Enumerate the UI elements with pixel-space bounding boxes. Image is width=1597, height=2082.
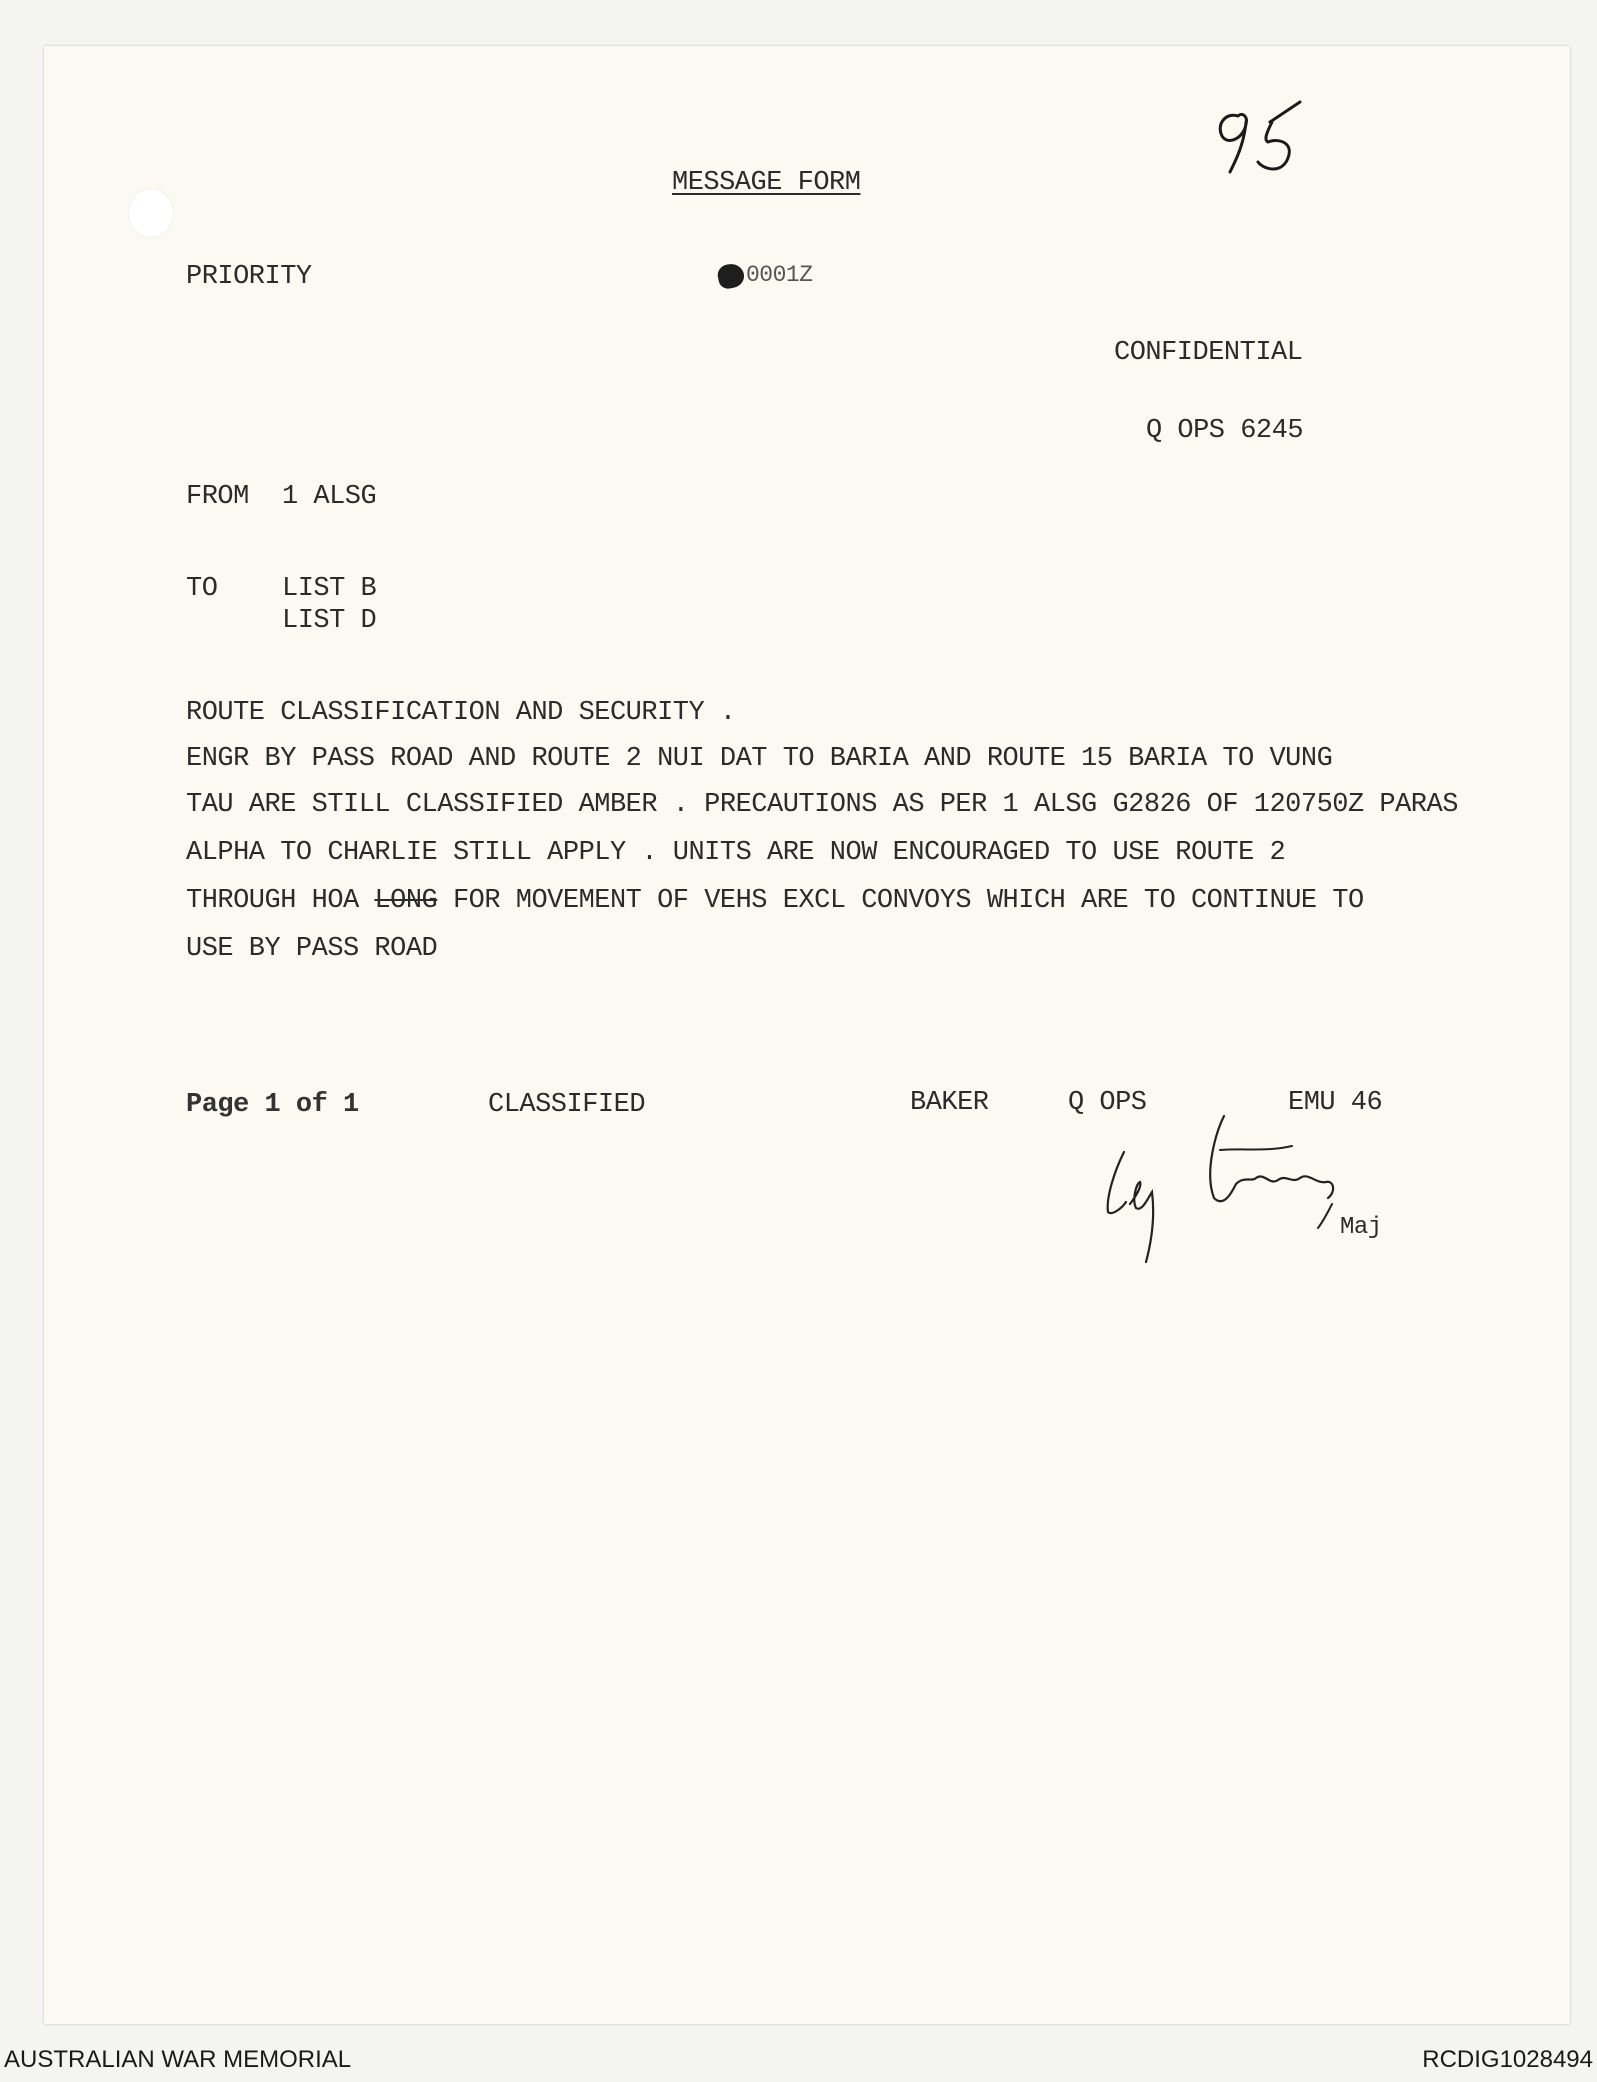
- extension: EMU 46: [1288, 1088, 1383, 1118]
- document-page: [44, 46, 1570, 2024]
- classification-footer: CLASSIFIED: [488, 1090, 646, 1120]
- classification-top: CONFIDENTIAL: [1114, 338, 1303, 368]
- reference-number: Q OPS 6245: [1146, 416, 1304, 446]
- subject-line: ROUTE CLASSIFICATION AND SECURITY .: [186, 698, 736, 728]
- body-line-4-end: FOR MOVEMENT OF VEHS EXCL CONVOYS WHICH ARE TO CONTINUE TO: [437, 886, 1364, 916]
- to-value-1: LIST B: [282, 574, 377, 604]
- precedence: PRIORITY: [186, 262, 312, 292]
- body-line-4-start: THROUGH HOA: [186, 886, 375, 916]
- handwritten-folio-number: [1208, 94, 1318, 184]
- body-line-5: USE BY PASS ROAD: [186, 934, 438, 964]
- body-line-4: [186, 886, 1364, 916]
- punch-hole: [128, 188, 174, 238]
- from-label: FROM: [186, 482, 249, 512]
- from-value: 1 ALSG: [282, 482, 377, 512]
- branch: Q OPS: [1068, 1088, 1147, 1118]
- archive-catalogue-id: RCDIG1028494: [1422, 2046, 1593, 2073]
- body-line-3: ALPHA TO CHARLIE STILL APPLY . UNITS ARE NOW ENCOURAGED TO USE ROUTE 2: [186, 838, 1286, 868]
- struck-word: LONG: [374, 886, 438, 916]
- originator: BAKER: [910, 1088, 989, 1118]
- signature: [1096, 1112, 1376, 1272]
- form-title: MESSAGE FORM: [672, 168, 861, 198]
- to-label: TO: [186, 574, 218, 604]
- date-time-group: 0001Z: [746, 262, 813, 288]
- to-value-2: LIST D: [282, 606, 377, 636]
- body-line-2: TAU ARE STILL CLASSIFIED AMBER . PRECAUTIONS AS PER 1 ALSG G2826 OF 120750Z PARAS: [186, 790, 1458, 820]
- archive-institution: AUSTRALIAN WAR MEMORIAL: [4, 2046, 352, 2073]
- body-line-1: ENGR BY PASS ROAD AND ROUTE 2 NUI DAT TO BARIA AND ROUTE 15 BARIA TO VUNG: [186, 744, 1333, 774]
- page-count: Page 1 of 1: [186, 1090, 359, 1120]
- signature-rank: Maj: [1340, 1214, 1382, 1241]
